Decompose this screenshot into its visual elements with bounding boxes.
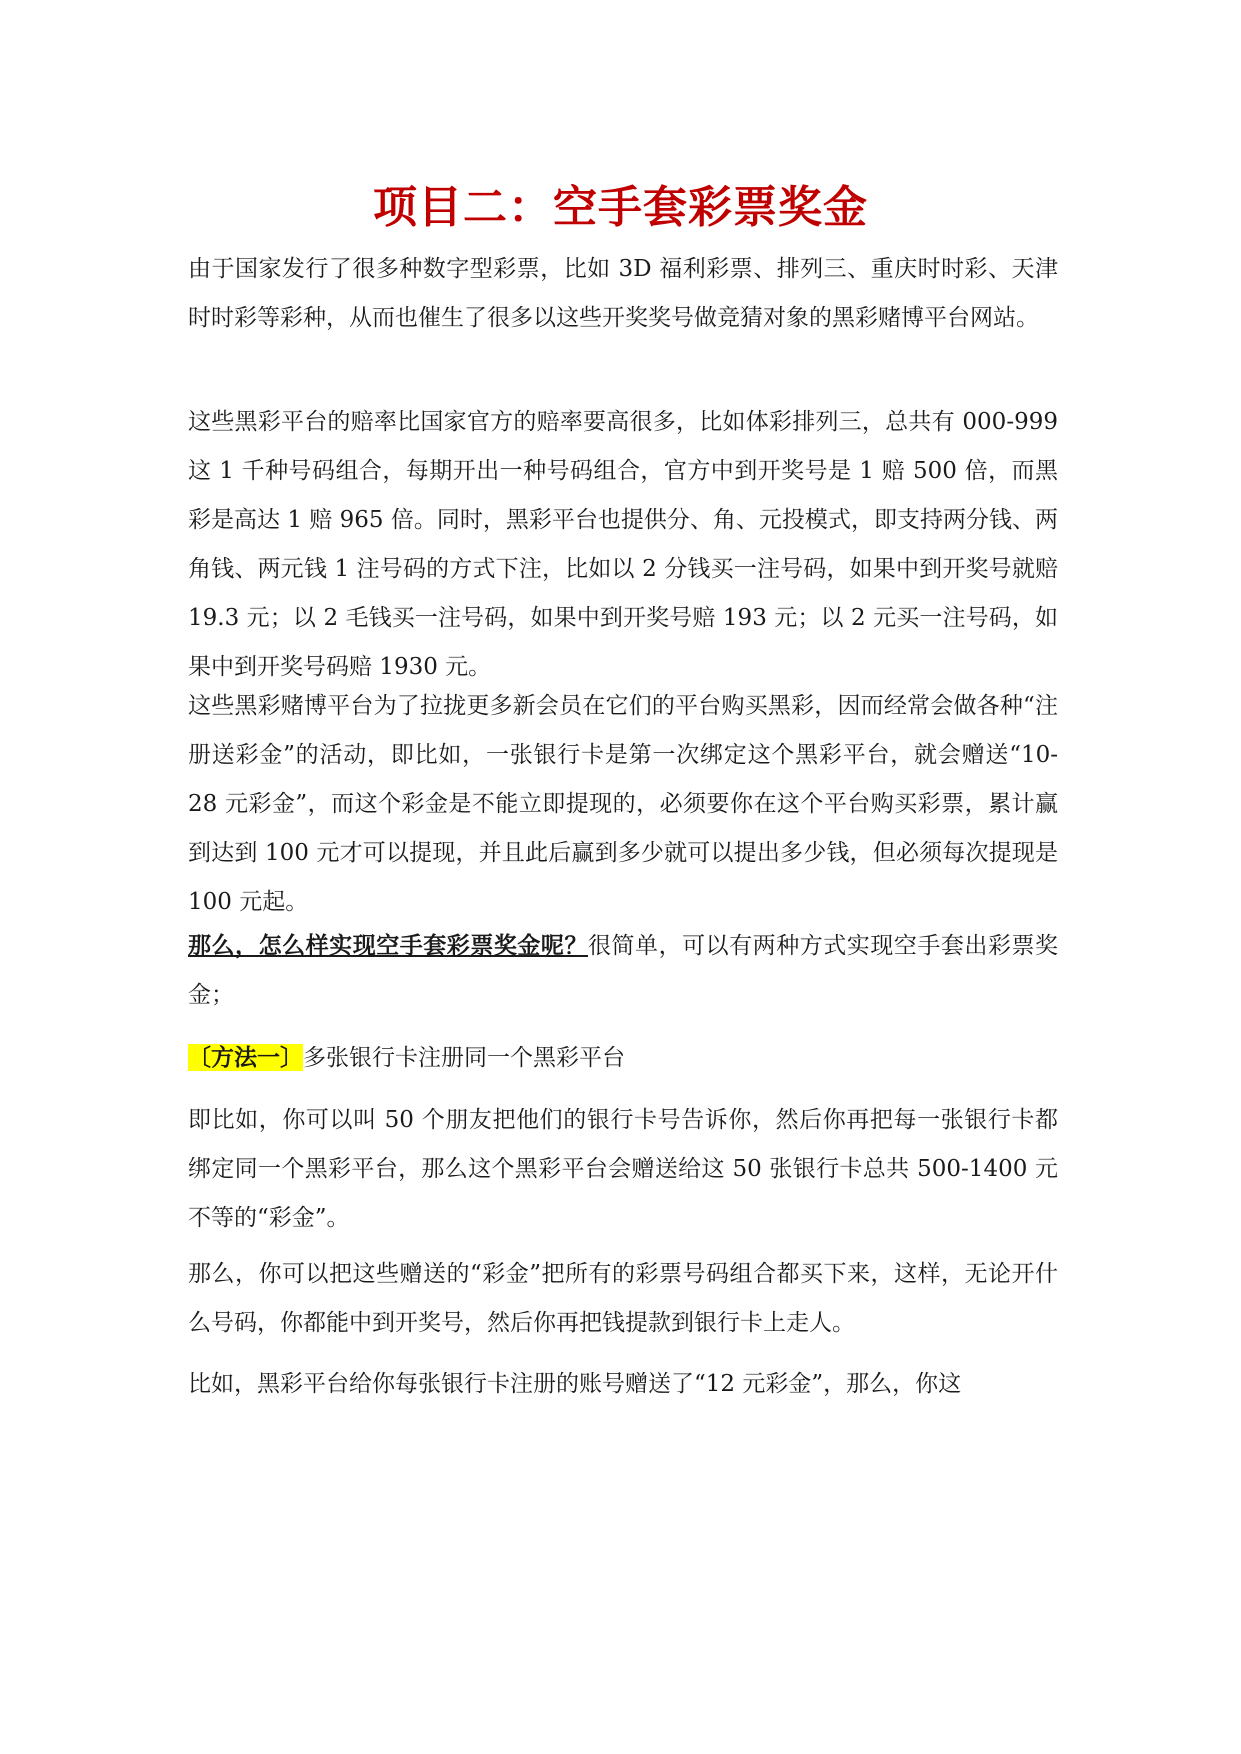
paragraph-1: 由于国家发行了很多种数字型彩票，比如 3D 福利彩票、排列三、重庆时时彩、天津时时彩等彩种，从而也催生了很多以这些开奖奖号做竞猜对象的黑彩赌博平台网站。 (188, 256, 1058, 331)
question-emphasis: 那么，怎么样实现空手套彩票奖金呢？ (188, 932, 588, 959)
paragraph-7: 那么，你可以把这些赠送的“彩金”把所有的彩票号码组合都买下来，这样，无论开什么号码，你都能中到开奖号，然后你再把钱提款到银行卡上走人。 (188, 1261, 1058, 1336)
method-one-tag: 〔方法一〕 (188, 1044, 303, 1071)
paragraph-3: 这些黑彩赌博平台为了拉拢更多新会员在它们的平台购买黑彩，因而经常会做各种“注册送彩金”的活动，即比如，一张银行卡是第一次绑定这个黑彩平台，就会赠送“10-28 元彩金”，而这个彩金是不能立即提现的，必须要你在这个平台购买彩票，累计赢到达到 100 元才可以提现，并且此后赢到多少就可以提出多少钱，但必须每次提现是 100 元起。 (188, 693, 1058, 915)
document-title: 项目二：空手套彩票奖金 (373, 182, 868, 233)
paragraph-4 (188, 921, 1058, 1020)
paragraph-6: 即比如，你可以叫 50 个朋友把他们的银行卡号告诉你，然后你再把每一张银行卡都绑定同一个黑彩平台，那么这个黑彩平台会赠送给这 50 张银行卡总共 500-1400 元不等的“彩金”。 (188, 1107, 1058, 1231)
paragraph-5 (188, 1033, 1058, 1083)
paragraph-4-text: 很简单，可以有两种方式实现空手套出彩票奖金； (188, 933, 1059, 1008)
paragraph-2: 这些黑彩平台的赔率比国家官方的赔率要高很多，比如体彩排列三，总共有 000-999 这 1 千种号码组合，每期开出一种号码组合，官方中到开奖号是 1 赔 500 倍，而黑彩是高达 1 赔 965 倍。同时，黑彩平台也提供分、角、元投模式，即支持两分钱、两角钱、两元钱 1 注号码的方式下注，比如以 2 分钱买一注号码，如果中到开奖号就赔 19.3 元；以 2 毛钱买一注号码，如果中到开奖号赔 193 元；以 2 元买一注号码，如果中到开奖号码赔 1930 元。 (188, 409, 1058, 680)
paragraph-8: 比如，黑彩平台给你每张银行卡注册的账号赠送了“12 元彩金”，那么，你这 (188, 1371, 962, 1397)
method-one-text: 多张银行卡注册同一个黑彩平台 (303, 1045, 625, 1071)
